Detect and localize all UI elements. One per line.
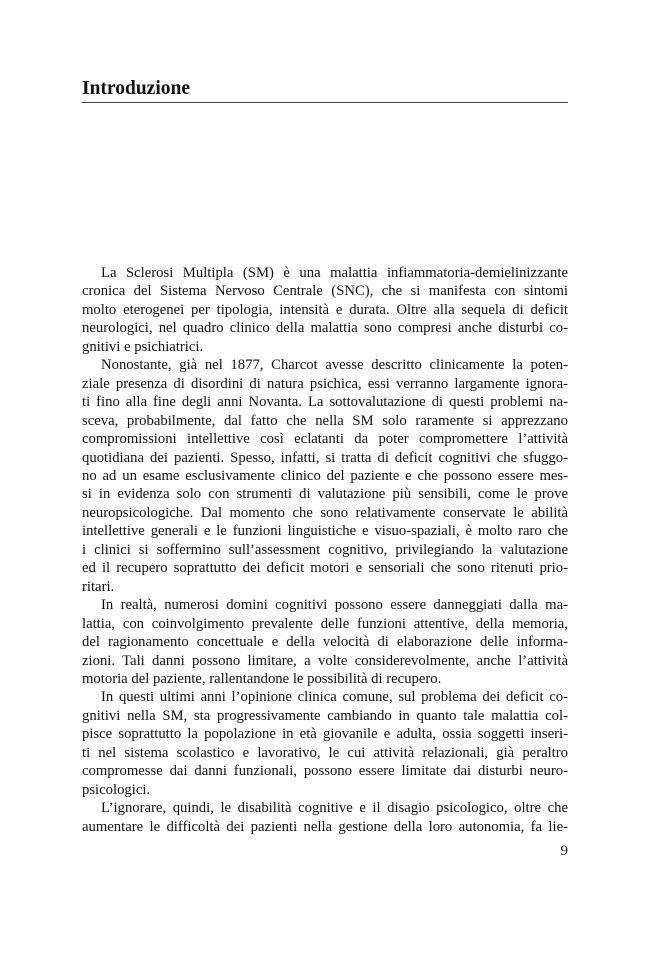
paragraph-line: intellettive generali e le funzioni linguistiche e visuo-spaziali, è molto raro che bbox=[82, 523, 568, 540]
paragraph-line: no ad un esame esclusivamente clinico del paziente e che possono essere mes- bbox=[82, 467, 568, 484]
paragraph-line: pisce soprattutto la popolazione in età giovanile e adulta, ossia soggetti inseri- bbox=[82, 726, 568, 743]
paragraph bbox=[82, 264, 568, 356]
paragraph-line: motoria del paziente, rallentandone le possibilità di recupero. bbox=[82, 670, 442, 687]
paragraph-line: neurologici, nel quadro clinico della malattia sono compresi anche disturbi co- bbox=[82, 320, 568, 337]
paragraph bbox=[82, 356, 568, 596]
section-title: Introduzione bbox=[82, 78, 190, 99]
paragraph-line: In realtà, numerosi domini cognitivi possono essere danneggiati dalla ma- bbox=[101, 597, 568, 614]
paragraph-line: In questi ultimi anni l’opinione clinica comune, sul problema dei deficit co- bbox=[101, 689, 568, 706]
paragraph-line: cronica del Sistema Nervoso Centrale (SNC), che si manifesta con sintomi bbox=[82, 283, 568, 300]
paragraph-line: ed il recupero soprattutto dei deficit motori e sensoriali che sono ritenuti prio- bbox=[82, 560, 568, 577]
paragraph-line: neuropsicologiche. Dal momento che sono relativamente conservate le abilità bbox=[82, 504, 568, 521]
paragraph-line: compromissioni intellettive così eclatanti da poter compromettere l’attività bbox=[82, 431, 568, 448]
paragraph-line: La Sclerosi Multipla (SM) è una malattia infiammatoria-demielinizzante bbox=[101, 265, 568, 281]
paragraph-line: ti nel sistema scolastico e lavorativo, le cui attività relazionali, già peraltro bbox=[82, 744, 568, 761]
page-number: 9 bbox=[560, 843, 568, 859]
paragraph-line: si in evidenza solo con strumenti di valutazione più sensibili, come le prove bbox=[82, 486, 568, 503]
paragraph bbox=[82, 688, 568, 799]
paragraph-line: zioni. Tali danni possono limitare, a volte considerevolmente, anche l’attività bbox=[82, 652, 568, 669]
paragraph-line: ziale presenza di disordini di natura psichica, essi verranno largamente ignora- bbox=[82, 375, 568, 392]
paragraph bbox=[82, 596, 568, 688]
paragraph-line: molto eterogenei per tipologia, intensità e durata. Oltre alla sequela di deficit bbox=[82, 301, 568, 318]
paragraph-line: aumentare le difficoltà dei pazienti nella gestione della loro autonomia, fa lie- bbox=[82, 818, 568, 835]
paragraph-line: psicologici. bbox=[82, 781, 151, 798]
paragraph-line: L’ignorare, quindi, le disabilità cognitive e il disagio psicologico, oltre che bbox=[101, 800, 568, 817]
paragraph-line: sceva, probabilmente, dal fatto che nella SM solo raramente si apprezzano bbox=[82, 412, 568, 429]
paragraph-line: ti fino alla fine degli anni Novanta. La sottovalutazione di questi problemi na- bbox=[82, 394, 568, 411]
paragraph-line: gnitivi e psichiatrici. bbox=[82, 338, 204, 355]
section-header bbox=[82, 78, 568, 103]
paragraph-line: Nonostante, già nel 1877, Charcot avesse descritto clinicamente la poten- bbox=[101, 357, 568, 374]
paragraph-line: lattia, con coinvolgimento prevalente delle funzioni attentive, della memoria, bbox=[82, 615, 568, 632]
paragraph-line: quotidiana dei pazienti. Spesso, infatti, si tratta di deficit cognitivi che sfuggo- bbox=[82, 449, 568, 466]
paragraph-line: del ragionamento concettuale e della velocità di elaborazione delle informa- bbox=[82, 634, 568, 651]
paragraph-line: gnitivi nella SM, sta progressivamente cambiando in quanto tale malattia col- bbox=[82, 707, 568, 724]
paragraph-line: ritari. bbox=[82, 578, 115, 595]
paragraph-line: compromesse dai danni funzionali, possono essere limitate dai disturbi neuro- bbox=[82, 763, 568, 780]
paragraph-line: i clinici si soffermino sull’assessment cognitivo, privilegiando la valutazione bbox=[82, 541, 568, 558]
paragraph bbox=[82, 799, 568, 836]
body-text bbox=[82, 264, 568, 836]
